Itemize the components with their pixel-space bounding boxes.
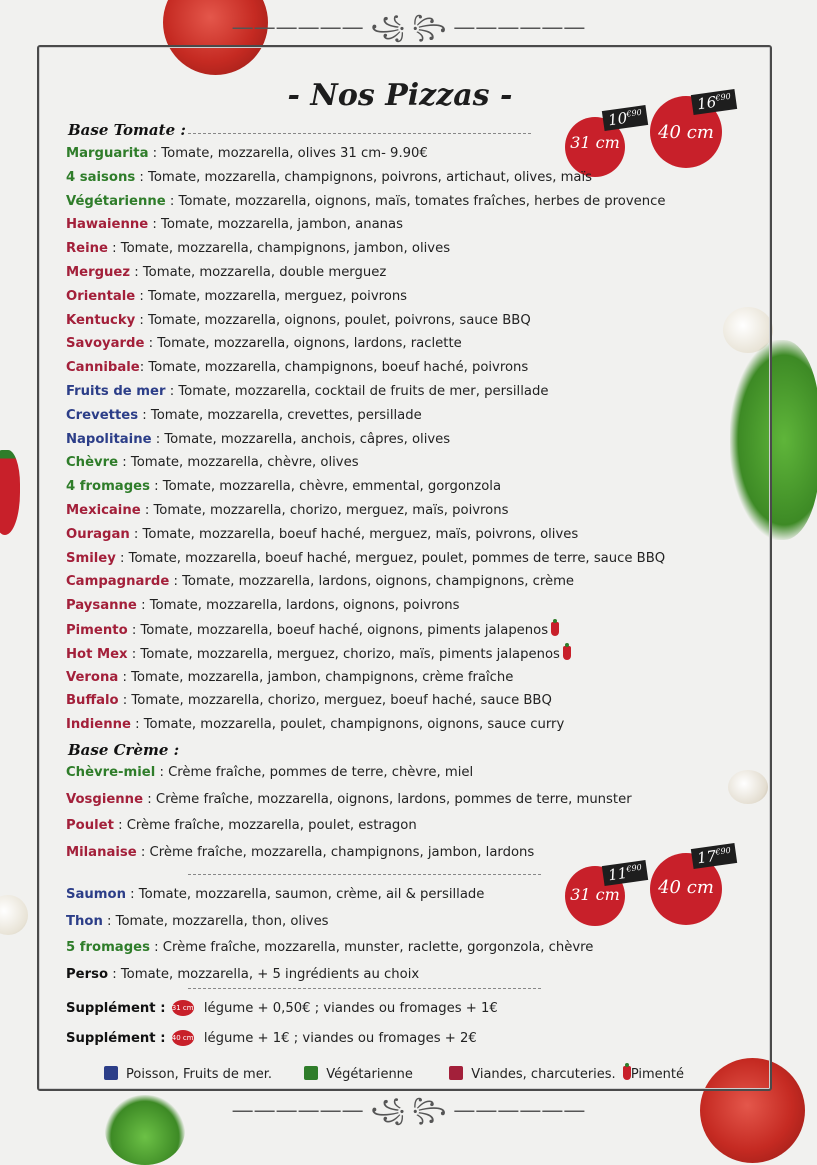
divider [188,133,531,134]
menu-item [66,646,571,662]
section-base-tomate: Base Tomate : [68,121,186,139]
red-pepper-image [0,450,20,535]
menu-item [66,670,513,685]
legend-pimente: Pimenté [630,1067,684,1082]
pizza-ingredients: : Tomate, mozzarella, oignons, maïs, tomates fraîches, herbes de provence [165,193,666,209]
pizza-ingredients: : Tomate, mozzarella, chèvre, olives [118,455,359,471]
pizza-ingredients: : Tomate, mozzarella, boeuf haché, merguez, maïs, poivrons, olives [129,526,579,542]
menu-item [66,792,632,807]
pizza-ingredients: : Tomate, mozzarella, poulet, champignons, oignons, sauce curry [130,717,565,733]
menu-item [66,717,564,732]
pizza-name: Perso [66,966,109,982]
pizza-name: Buffalo [66,693,119,709]
pizza-name: Smiley [66,550,116,566]
pizza-name: Indienne [66,717,131,733]
pizza-name: Fruits de mer [66,384,166,399]
pizza-name: Ouragan [66,526,130,542]
pizza-name: 5 fromages [66,940,150,955]
menu-item [66,693,552,708]
bottom-ornament: —————— ꧁ ꧂ —————— [231,1098,586,1123]
supplement-text: légume + 0,50€ ; viandes ou fromages + 1€ [203,1001,498,1016]
menu-item [66,503,508,518]
pizza-ingredients: : Tomate, mozzarella, merguez, chorizo, maïs, piments jalapenos [127,646,560,662]
menu-item [66,289,407,304]
price-circle-31cm: 31 cm [565,866,625,926]
pizza-ingredients: : Crème fraîche, mozzarella, oignons, lardons, pommes de terre, munster [143,791,632,807]
divider [188,874,541,875]
menu-item [66,574,574,589]
pizza-name: Végétarienne [66,193,166,209]
pizza-name: Merguez [66,265,131,280]
pizza-ingredients: : Crème fraîche, mozzarella, munster, raclette, gorgonzola, chèvre [149,940,594,955]
menu-item [66,914,329,929]
size-badge-40cm: 40 cm [172,1030,194,1046]
menu-item [66,217,403,232]
pizza-name: Chèvre [66,455,119,471]
price-tag-31cm: $10^{€90}$ [602,105,649,131]
supplement-label: Supplément : [66,1031,166,1046]
menu-item [66,845,534,860]
pizza-ingredients: : Tomate, mozzarella, saumon, crème, ail & persillade [125,887,485,902]
pizza-name: Napolitaine [66,431,152,447]
price-circle-40cm: 40 cm [650,853,722,925]
price-tag-40cm: $16^{€90}$ [691,89,738,115]
pizza-ingredients: : Tomate, mozzarella, boeuf haché, oignons, piments jalapenos [127,623,549,638]
pizza-ingredients: : Tomate, mozzarella, thon, olives [102,913,329,929]
legend-viandes: Viandes, charcuteries. [471,1067,616,1082]
menu-item [66,408,422,423]
menu-item [66,551,665,566]
menu-item [66,313,531,328]
pizza-name: Vosgienne [66,791,144,807]
menu-item [66,336,462,351]
pizza-name: Thon [66,913,103,929]
pizza-name: 4 saisons [66,169,136,185]
menu-item [66,765,473,780]
pizza-ingredients: : Tomate, mozzarella, champignons, poivrons, artichaut, olives, maïs [135,169,593,185]
garlic-clove-left-image [0,895,28,935]
divider [188,988,541,989]
pizza-name: Hot Mex [66,646,128,662]
pizza-ingredients: : Tomate, mozzarella, olives 31 cm- 9.90€ [148,146,428,161]
pizza-ingredients: : Tomate, mozzarella, champignons, boeuf haché, poivrons [139,360,529,376]
pizza-name: Orientale [66,288,136,304]
price-circle-40cm: 40 cm [650,96,722,168]
pizza-ingredients: : Tomate, mozzarella, lardons, oignons, champignons, crème [169,574,575,590]
menu-item [66,241,450,256]
price-circle-31cm: 31 cm [565,117,625,177]
pizza-ingredients: : Tomate, mozzarella, oignons, poulet, poivrons, sauce BBQ [135,312,531,328]
pizza-name: Pimento [66,623,128,638]
menu-item [66,887,484,902]
section-base-creme: Base Crème : [68,741,180,759]
menu-item [66,527,578,542]
pizza-name: Kentucky [66,312,136,328]
page-title: - Nos Pizzas - [287,78,513,113]
menu-item [66,598,460,613]
menu-item [66,818,417,833]
pizza-name: Crevettes [66,407,139,423]
legend [104,1066,684,1082]
chili-pepper-icon [563,646,571,660]
pizza-name: Marguarita [66,146,149,161]
menu-item [66,455,359,470]
menu-item [66,265,386,280]
pizza-name: Saumon [66,887,126,902]
menu-item [66,432,450,447]
pizza-ingredients: : Tomate, mozzarella, jambon, ananas [148,217,403,233]
red-square-icon [449,1066,463,1080]
pizza-name: Hawaienne [66,217,149,233]
pizza-ingredients: : Crème fraîche, mozzarella, poulet, estragon [113,818,417,833]
pizza-ingredients: : Tomate, mozzarella, cocktail de fruits de mer, persillade [165,384,549,399]
pizza-ingredients: : Tomate, mozzarella, oignons, lardons, raclette [144,336,462,352]
supplement-40cm [66,1030,477,1046]
menu-item [66,622,559,638]
top-ornament: —————— ꧁ ꧂ —————— [231,15,586,40]
pizza-ingredients: : Tomate, mozzarella, double merguez [130,265,387,280]
chili-pepper-icon [623,1066,631,1080]
menu-item [66,194,666,209]
pizza-ingredients: : Tomate, mozzarella, anchois, câpres, olives [151,431,451,447]
supplement-label: Supplément : [66,1001,166,1016]
price-tag-40cm: $17^{€90}$ [691,843,738,869]
supplement-text: légume + 1€ ; viandes ou fromages + 2€ [203,1031,477,1046]
pizza-name: Campagnarde [66,574,170,590]
menu-item [66,146,428,161]
pizza-name: Chèvre-miel [66,765,156,780]
pizza-name: Milanaise [66,844,137,860]
price-tag-31cm: $11^{€90}$ [602,860,649,886]
pizza-ingredients: : Tomate, mozzarella, + 5 ingrédients au choix [108,966,420,982]
pizza-ingredients: : Tomate, mozzarella, jambon, champignons, crème fraîche [118,669,514,685]
green-square-icon [304,1066,318,1080]
pizza-ingredients: : Tomate, mozzarella, chorizo, merguez, maïs, poivrons [140,503,509,518]
menu-item [66,384,548,399]
pizza-name: Reine [66,241,108,257]
menu-item [66,967,419,982]
pizza-name: 4 fromages [66,479,150,495]
menu-item [66,170,592,185]
pizza-ingredients: : Tomate, mozzarella, chèvre, emmental, gorgonzola [149,479,502,495]
size-badge-31cm: 31 cm [172,1000,194,1016]
pizza-ingredients: : Crème fraîche, mozzarella, champignons, jambon, lardons [136,844,535,860]
pizza-ingredients: : Tomate, mozzarella, lardons, oignons, poivrons [136,598,460,614]
blue-square-icon [104,1066,118,1080]
supplement-31cm [66,1000,498,1016]
legend-vegetarienne: Végétarienne [326,1067,413,1082]
pizza-name: Paysanne [66,598,137,614]
pizza-ingredients: : Tomate, mozzarella, champignons, jambon, olives [107,241,451,257]
pizza-name: Verona [66,669,119,685]
pizza-ingredients: : Tomate, mozzarella, merguez, poivrons [135,288,408,304]
legend-poisson: Poisson, Fruits de mer. [126,1067,273,1082]
pizza-name: Cannibale [66,360,140,376]
pizza-name: Mexicaine [66,503,141,518]
pizza-ingredients: : Tomate, mozzarella, chorizo, merguez, boeuf haché, sauce BBQ [118,693,552,709]
menu-item [66,940,593,955]
pizza-ingredients: : Tomate, mozzarella, boeuf haché, merguez, poulet, pommes de terre, sauce BBQ [115,550,666,566]
chili-pepper-icon [551,622,559,636]
menu-item [66,479,501,494]
pizza-ingredients: : Tomate, mozzarella, crevettes, persillade [138,407,422,423]
pizza-ingredients: : Crème fraîche, pommes de terre, chèvre, miel [155,765,474,780]
pizza-name: Savoyarde [66,336,145,352]
menu-item [66,360,528,375]
pizza-name: Poulet [66,818,114,833]
